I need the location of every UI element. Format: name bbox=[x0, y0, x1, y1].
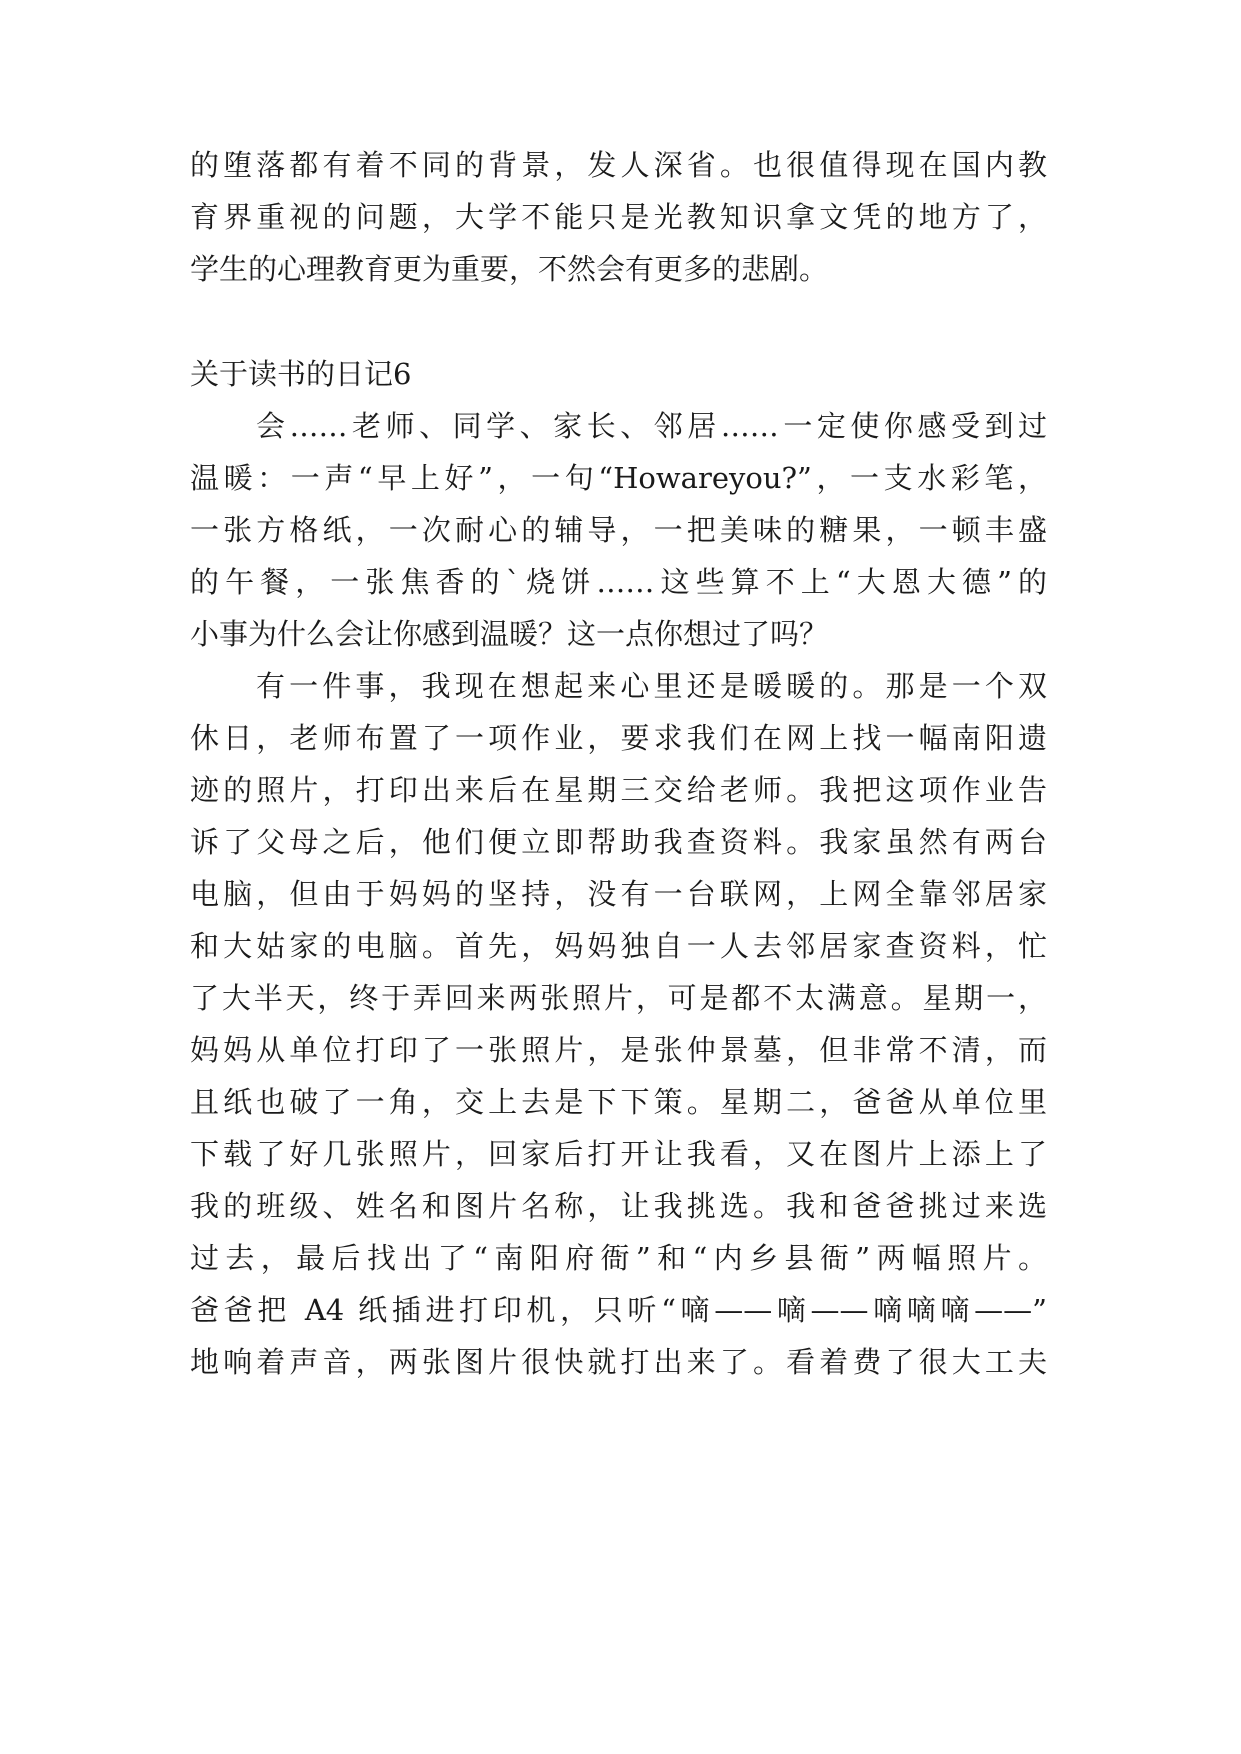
paragraph2-line-6: 和大姑家的电脑。首先，妈妈独自一人去邻居家查资料，忙 bbox=[190, 929, 1047, 963]
paragraph2-line-13: 爸爸把 A4 纸插进打印机，只听“嘀——嘀——嘀嘀嘀——” bbox=[190, 1293, 1047, 1327]
paragraph2-line-14: 地响着声音，两张图片很快就打出来了。看着费了很大工夫 bbox=[190, 1345, 1047, 1379]
paragraph2-line-9: 且纸也破了一角，交上去是下下策。星期二，爸爸从单位里 bbox=[190, 1085, 1047, 1119]
paragraph2-line-10: 下载了好几张照片，回家后打开让我看，又在图片上添上了 bbox=[190, 1137, 1047, 1171]
paragraph1-line-2: 温暖：一声“早上好”，一句“Howareyou?”，一支水彩笔， bbox=[190, 461, 1047, 495]
intro-line-2: 育界重视的问题，大学不能只是光教知识拿文凭的地方了， bbox=[190, 200, 1047, 234]
paragraph2-line-8: 妈妈从单位打印了一张照片，是张仲景墓，但非常不清，而 bbox=[190, 1033, 1047, 1067]
section-title: 关于读书的日记6 bbox=[190, 357, 412, 391]
paragraph2-line-11: 我的班级、姓名和图片名称，让我挑选。我和爸爸挑过来选 bbox=[190, 1189, 1047, 1223]
intro-line-1: 的堕落都有着不同的背景，发人深省。也很值得现在国内教 bbox=[190, 148, 1047, 182]
intro-line-3: 学生的心理教育更为重要，不然会有更多的悲剧。 bbox=[190, 252, 829, 286]
paragraph1-line-4: 的午餐，一张焦香的`烧饼……这些算不上“大恩大德”的 bbox=[190, 565, 1047, 599]
paragraph2-line-4: 诉了父母之后，他们便立即帮助我查资料。我家虽然有两台 bbox=[190, 825, 1047, 859]
paragraph1-line-3: 一张方格纸，一次耐心的辅导，一把美味的糖果，一顿丰盛 bbox=[190, 513, 1047, 547]
paragraph2-line-2: 休日，老师布置了一项作业，要求我们在网上找一幅南阳遗 bbox=[190, 721, 1047, 755]
paragraph1-line-5: 小事为什么会让你感到温暖？这一点你想过了吗？ bbox=[190, 617, 829, 651]
paragraph2-line-5: 电脑，但由于妈妈的坚持，没有一台联网，上网全靠邻居家 bbox=[190, 877, 1047, 911]
paragraph2-line-7: 了大半天，终于弄回来两张照片，可是都不太满意。星期一， bbox=[190, 981, 1047, 1015]
paragraph2-line-3: 迹的照片，打印出来后在星期三交给老师。我把这项作业告 bbox=[190, 773, 1047, 807]
paragraph2-line-12: 过去，最后找出了“南阳府衙”和“内乡县衙”两幅照片。 bbox=[190, 1241, 1047, 1275]
paragraph2-line-1: 有一件事，我现在想起来心里还是暖暖的。那是一个双 bbox=[256, 669, 1047, 703]
paragraph1-line-1: 会……老师、同学、家长、邻居……一定使你感受到过 bbox=[256, 409, 1047, 443]
